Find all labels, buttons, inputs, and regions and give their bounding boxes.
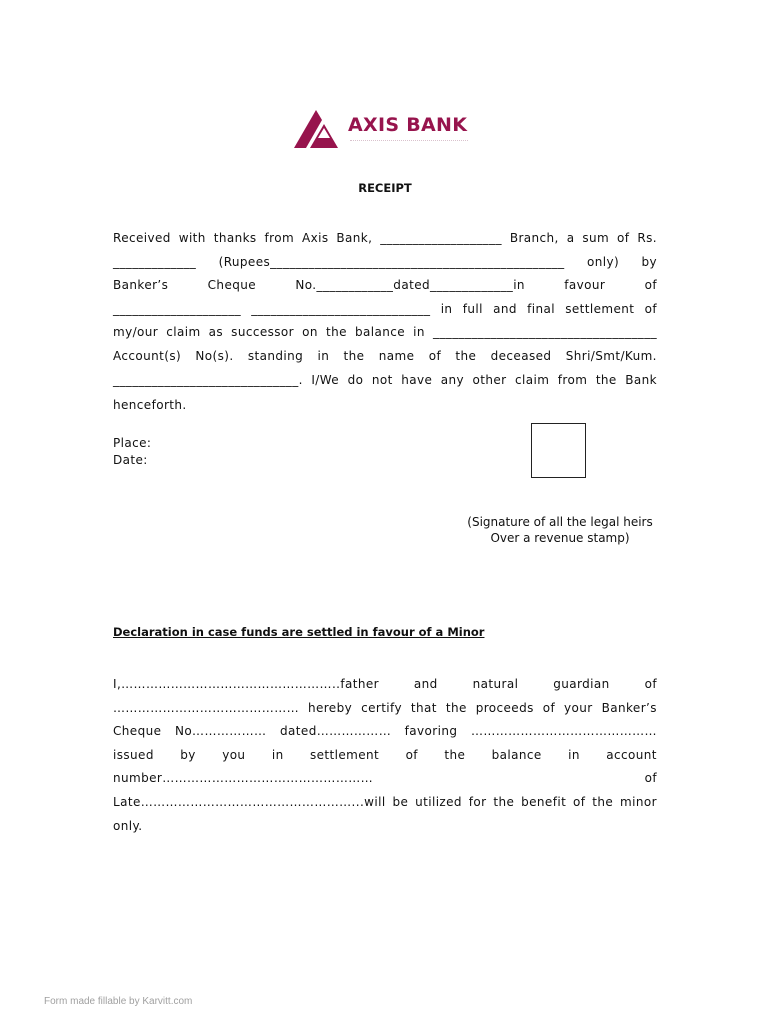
- declaration-word: certify: [361, 700, 402, 715]
- declaration-word: the: [444, 747, 466, 762]
- declaration-line: [113, 770, 657, 786]
- declaration-word: balance: [491, 747, 542, 762]
- declaration-word: for: [468, 795, 487, 809]
- declaration-word: minor: [620, 795, 657, 809]
- declaration-line: [113, 700, 657, 716]
- receipt-word: Branch,: [509, 231, 559, 245]
- receipt-word: other: [472, 372, 507, 387]
- receipt-word: standing: [247, 349, 304, 363]
- receipt-word: the: [343, 349, 365, 363]
- declaration-word: the: [445, 700, 467, 715]
- receipt-word: by: [641, 254, 657, 269]
- declaration-line: [113, 794, 657, 810]
- declaration-word: benefit: [521, 795, 567, 809]
- declaration-word: proceeds: [475, 700, 534, 715]
- receipt-word: in: [440, 301, 453, 316]
- declaration-word: of: [542, 700, 556, 715]
- declaration-word: settlement: [310, 747, 380, 762]
- revenue-stamp-box[interactable]: [531, 423, 586, 478]
- receipt-word: ___________________: [380, 231, 502, 245]
- declaration-word: and: [413, 677, 438, 691]
- declaration-title: Declaration in case funds are settled in favour of a Minor: [113, 625, 485, 639]
- axis-bank-logo: [294, 108, 474, 150]
- receipt-word: name: [378, 349, 415, 363]
- receipt-word: with: [178, 231, 206, 245]
- receipt-word: I/We: [311, 372, 340, 387]
- receipt-word: _____________________________.: [113, 372, 303, 387]
- receipt-word: sum: [582, 231, 610, 245]
- receipt-word: of: [644, 301, 657, 316]
- declaration-word: the: [592, 795, 614, 809]
- receipt-line: [113, 230, 657, 246]
- receipt-word: deceased: [490, 349, 552, 363]
- receipt-word: the: [325, 325, 347, 340]
- declaration-word: by: [180, 747, 196, 762]
- receipt-word: ____________________: [113, 301, 241, 316]
- receipt-line: [113, 372, 657, 388]
- declaration-word: hereby: [307, 700, 353, 715]
- footer-note: Form made fillable by Karvitt.com: [44, 996, 193, 1007]
- receipt-word: _____________: [113, 254, 197, 269]
- declaration-line: [113, 723, 657, 739]
- receipt-word: of: [617, 231, 630, 245]
- receipt-word: only): [586, 254, 620, 269]
- declaration-word: I,……………………………………………..father: [113, 677, 379, 691]
- receipt-word: the: [595, 372, 617, 387]
- declaration-word: Late……………………………………………...will: [113, 795, 386, 809]
- receipt-word: full: [462, 301, 483, 316]
- declaration-word: you: [222, 747, 246, 762]
- declaration-word: that: [410, 700, 437, 715]
- declaration-word: Cheque: [113, 724, 162, 739]
- declaration-word: of: [644, 677, 657, 691]
- receipt-word: ____________________________: [251, 301, 431, 316]
- receipt-line: [113, 277, 657, 293]
- receipt-word: the: [455, 349, 477, 363]
- receipt-word: claim: [166, 325, 201, 340]
- receipt-word: not: [371, 372, 393, 387]
- declaration-word: in: [568, 747, 580, 762]
- declaration-word: your: [564, 700, 593, 715]
- receipt-word: from: [557, 372, 588, 387]
- declaration-word: utilized: [415, 795, 462, 809]
- declaration-word: ………………………………………: [470, 724, 657, 739]
- axis-triangle-icon: [294, 108, 342, 148]
- declaration-word: natural: [472, 677, 519, 691]
- declaration-word: issued: [113, 747, 154, 762]
- receipt-word: settlement: [565, 301, 635, 316]
- declaration-word: in: [271, 747, 284, 762]
- receipt-word: have: [401, 372, 433, 387]
- receipt-title: RECEIPT: [358, 181, 412, 195]
- declaration-word: ………………………………………: [113, 700, 299, 715]
- receipt-line: [113, 348, 657, 364]
- logo-text: AXIS BANK: [348, 114, 468, 136]
- declaration-word: be: [392, 795, 409, 809]
- receipt-word: any: [440, 372, 464, 387]
- receipt-word: Bank,: [336, 231, 373, 245]
- receipt-word: Bank: [625, 372, 657, 387]
- declaration-last-line: only.: [113, 819, 143, 833]
- declaration-line: [113, 676, 657, 692]
- receipt-word: final: [527, 301, 555, 316]
- receipt-word: in: [317, 349, 330, 363]
- receipt-word: No(s).: [195, 349, 234, 363]
- receipt-word: Received: [113, 231, 171, 245]
- declaration-word: of: [573, 795, 586, 809]
- receipt-word: ___________________________________: [433, 325, 657, 340]
- receipt-word: of: [644, 278, 657, 293]
- receipt-word: favour: [564, 278, 606, 293]
- receipt-word: Account(s): [113, 349, 182, 363]
- date-label: Date:: [113, 453, 148, 467]
- receipt-line: [113, 324, 657, 340]
- declaration-word: Banker’s: [601, 700, 657, 715]
- receipt-word: claim: [514, 372, 550, 387]
- receipt-word: my/our: [113, 325, 159, 340]
- receipt-word: Shri/Smt/Kum.: [565, 349, 657, 363]
- declaration-word: of: [644, 771, 657, 786]
- declaration-word: No………………: [174, 724, 267, 739]
- declaration-word: guardian: [553, 677, 610, 691]
- declaration-word: account: [606, 747, 657, 762]
- receipt-word: on: [302, 325, 318, 340]
- receipt-word: Banker’s: [113, 278, 169, 293]
- receipt-word: and: [493, 301, 517, 316]
- receipt-last-line: henceforth.: [113, 398, 187, 412]
- receipt-word: thanks: [213, 231, 257, 245]
- declaration-word: number……………………………………………: [113, 771, 374, 786]
- receipt-word: a: [566, 231, 575, 245]
- place-label: Place:: [113, 436, 152, 450]
- receipt-word: Axis: [301, 231, 329, 245]
- receipt-word: of: [428, 349, 442, 363]
- declaration-word: dated………………: [280, 724, 392, 739]
- receipt-line: [113, 254, 657, 270]
- receipt-word: (Rupees______________________________________________: [218, 254, 565, 269]
- receipt-word: from: [264, 231, 295, 245]
- receipt-word: do: [347, 372, 364, 387]
- declaration-line: [113, 747, 657, 763]
- receipt-word: successor: [231, 325, 294, 340]
- receipt-word: in: [413, 325, 425, 340]
- declaration-word: of: [405, 747, 418, 762]
- receipt-line: [113, 301, 657, 317]
- receipt-word: No.____________dated_____________in: [295, 278, 525, 293]
- receipt-word: balance: [354, 325, 406, 340]
- signature-caption-line2: Over a revenue stamp): [490, 531, 630, 545]
- signature-caption-line1: (Signature of all the legal heirs: [467, 515, 653, 529]
- receipt-word: Cheque: [207, 278, 257, 293]
- receipt-word: Rs.: [637, 231, 657, 245]
- declaration-word: favoring: [404, 724, 458, 739]
- receipt-word: as: [208, 325, 224, 340]
- declaration-word: the: [493, 795, 515, 809]
- logo-tagline-faint: [350, 140, 468, 144]
